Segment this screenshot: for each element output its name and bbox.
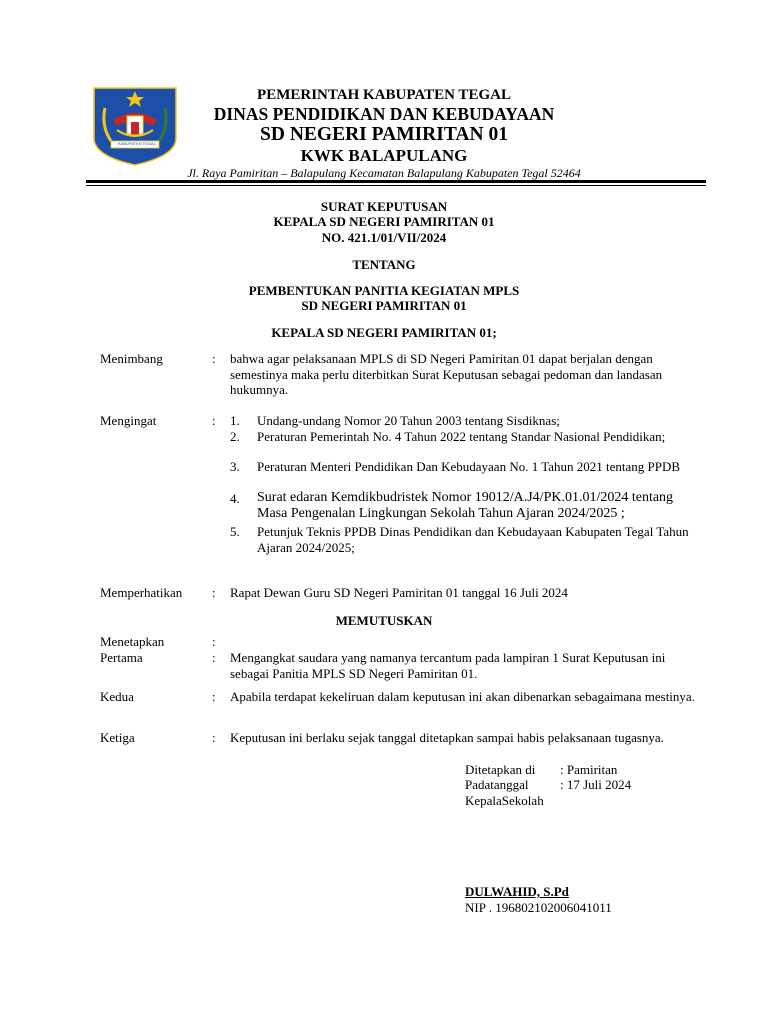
regency-emblem-icon (91, 86, 179, 166)
signature-place-value: : Pamiritan (560, 762, 618, 777)
school-name: SD NEGERI PAMIRITAN 01 (260, 124, 508, 145)
menimbang-colon: : (212, 351, 216, 366)
letterhead-divider-thin (86, 185, 706, 186)
memperhatikan-text: Rapat Dewan Guru SD Negeri Pamiritan 01 tanggal 16 Juli 2024 (230, 585, 568, 600)
mengingat-item-1-text: Undang-undang Nomor 20 Tahun 2003 tentang Sisdiknas; (257, 413, 560, 428)
school-address: Jl. Raya Pamiritan – Balapulang Kecamatan Balapulang Kabupaten Tegal 52464 (187, 166, 581, 180)
regency-logo (91, 86, 179, 166)
memutuskan-heading: MEMUTUSKAN (335, 613, 433, 628)
memperhatikan-label: Memperhatikan (100, 585, 183, 600)
kedua-label: Kedua (100, 689, 134, 704)
decree-subject-line2: SD NEGERI PAMIRITAN 01 (301, 298, 467, 313)
decree-issuer: KEPALA SD NEGERI PAMIRITAN 01 (273, 214, 495, 229)
district-name: KWK BALAPULANG (300, 146, 468, 165)
mengingat-item-5-number: 5. (230, 524, 240, 539)
decree-subject-line1: PEMBENTUKAN PANITIA KEGIATAN MPLS (248, 283, 520, 298)
pertama-colon: : (212, 650, 216, 665)
decree-number: NO. 421.1/01/VII/2024 (321, 230, 447, 245)
authority-heading: KEPALA SD NEGERI PAMIRITAN 01; (271, 325, 497, 340)
decree-title: SURAT KEPUTUSAN (320, 199, 448, 214)
mengingat-item-4-number: 4. (230, 491, 240, 506)
signature-date-label: Padatanggal (465, 777, 529, 792)
mengingat-item-4-text: Surat edaran Kemdikbudristek Nomor 19012/A.J4/PK.01.01/2024 tentang Masa Pengenalan Lingkungan Sekolah Tahun Ajaran 2024/2025 ; (257, 490, 674, 521)
about-heading: TENTANG (352, 257, 416, 272)
menimbang-label: Menimbang (100, 351, 163, 366)
mengingat-item-3-number: 3. (230, 459, 240, 474)
ketiga-colon: : (212, 730, 216, 745)
mengingat-item-1-number: 1. (230, 413, 240, 428)
pertama-text: Mengangkat saudara yang namanya tercantum pada lampiran 1 Surat Keputusan ini sebagai Panitia MPLS SD Negeri Pamiritan 01. (230, 650, 666, 681)
mengingat-item-3-text: Peraturan Menteri Pendidikan Dan Kebudayaan No. 1 Tahun 2021 tentang PPDB (257, 459, 681, 474)
signatory-position: KepalaSekolah (465, 793, 544, 808)
signatory-nip: NIP . 196802102006041011 (465, 900, 612, 915)
department-name: DINAS PENDIDIKAN DAN KEBUDAYAAN (213, 104, 555, 124)
kedua-colon: : (212, 689, 216, 704)
mengingat-colon: : (212, 413, 216, 428)
signature-date-value: : 17 Juli 2024 (560, 777, 632, 792)
mengingat-item-2-text: Peraturan Pemerintah No. 4 Tahun 2022 tentang Standar Nasional Pendidikan; (257, 429, 666, 444)
menimbang-text: bahwa agar pelaksanaan MPLS di SD Negeri Pamiritan 01 dapat berjalan dengan semestinya maka perlu diterbitkan Surat Keputusan sebagai pedoman dan landasan hukumnya. (230, 351, 663, 397)
menetapkan-label: Menetapkan (100, 634, 165, 649)
memperhatikan-colon: : (212, 585, 216, 600)
signature-place-label: Ditetapkan di (465, 762, 536, 777)
pertama-label: Pertama (100, 650, 143, 665)
kedua-text: Apabila terdapat kekeliruan dalam keputusan ini akan dibenarkan sebagaimana mestinya. (230, 689, 695, 704)
mengingat-label: Mengingat (100, 413, 157, 428)
menetapkan-colon: : (212, 634, 216, 649)
letterhead-divider-thick (86, 180, 706, 183)
signatory-name: DULWAHID, S.Pd (465, 884, 569, 899)
logo-text: KABUPATEN TEGAL (118, 141, 156, 146)
ketiga-text: Keputusan ini berlaku sejak tanggal ditetapkan sampai habis pelaksanaan tugasnya. (230, 730, 664, 745)
ketiga-label: Ketiga (100, 730, 135, 745)
mengingat-item-2-number: 2. (230, 429, 240, 444)
government-name: PEMERINTAH KABUPATEN TEGAL (257, 87, 511, 103)
mengingat-item-5-text: Petunjuk Teknis PPDB Dinas Pendidikan dan Kebudayaan Kabupaten Tegal Tahun Ajaran 2024/2025; (257, 524, 689, 555)
